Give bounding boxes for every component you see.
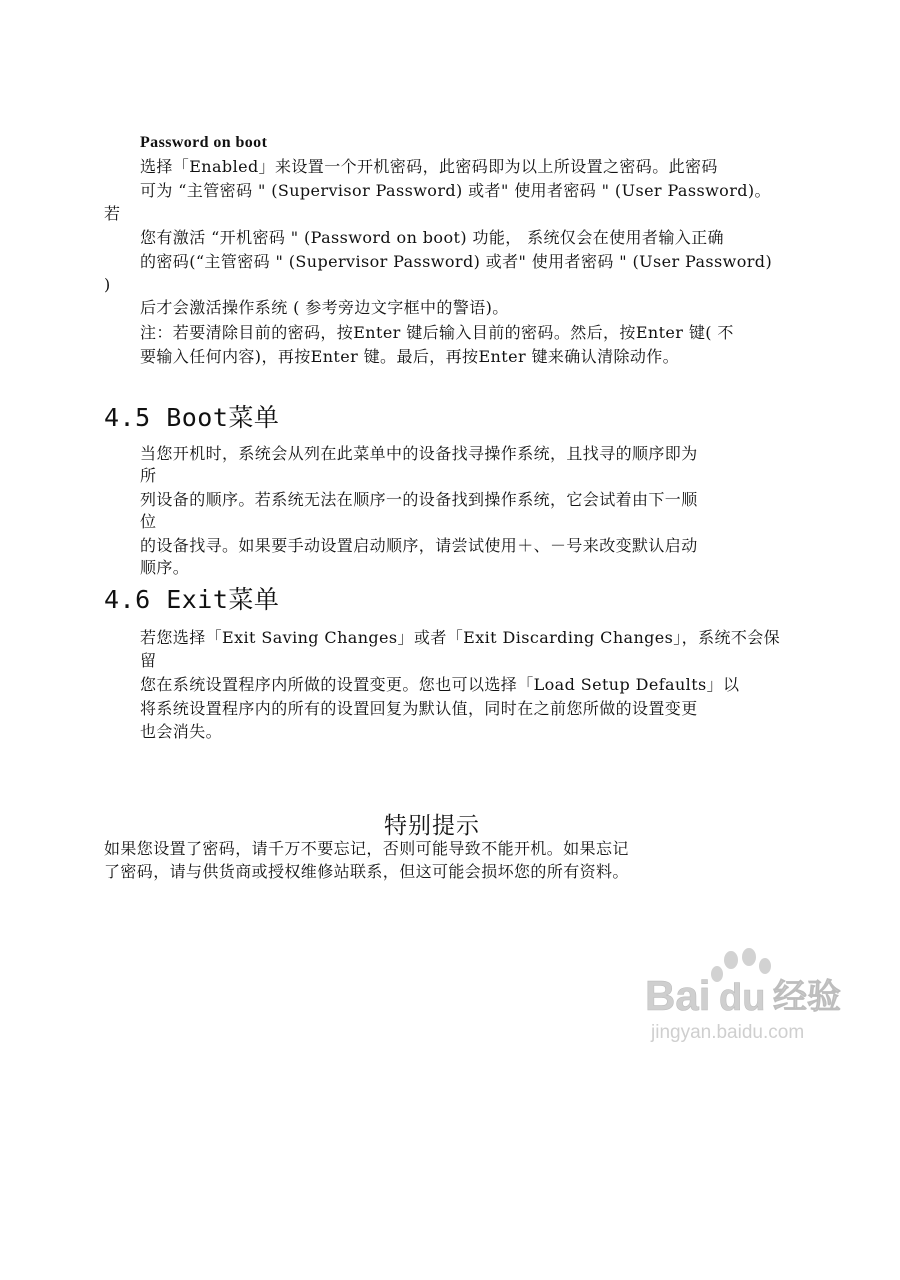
password-line: 您有激活 “开机密码 " (Password on boot) 功能， 系统仅会在使用者输入正确 (140, 228, 724, 247)
boot-section-heading: 4.5 Boot菜单 (104, 403, 280, 432)
exit-line: 也会消失。 (140, 722, 223, 741)
special-note-title: 特别提示 (384, 813, 480, 839)
watermark-brand-b: du (719, 977, 766, 1019)
exit-section-heading: 4.6 Exit菜单 (104, 585, 280, 614)
boot-line: 列设备的顺序。若系统无法在顺序一的设备找到操作系统，它会试着由下一顺 (140, 490, 698, 509)
password-line: 注：若要清除目前的密码，按Enter 键后输入目前的密码。然后，按Enter 键( 不 (140, 323, 734, 342)
special-note-line: 了密码，请与供货商或授权维修站联系，但这可能会损坏您的所有资料。 (104, 862, 629, 881)
password-line: 要输入任何内容)，再按Enter 键。最后，再按Enter 键来确认清除动作。 (140, 347, 680, 366)
boot-line: 所 (140, 466, 157, 485)
password-line: 后才会激活操作系统 ( 参考旁边文字框中的警语)。 (140, 298, 509, 317)
password-line: 的密码(“主管密码 " (Supervisor Password) 或者" 使用者密码 " (User Password) (140, 252, 773, 271)
password-line: ) (104, 275, 111, 294)
boot-line: 顺序。 (140, 558, 190, 577)
boot-line: 的设备找寻。如果要手动设置启动顺序，请尝试使用＋、－号来改变默认启动 (140, 536, 698, 555)
exit-line: 将系统设置程序内的所有的设置回复为默认值，同时在之前您所做的设置变更 (140, 699, 698, 718)
watermark-brand-cn: 经验 (773, 977, 841, 1017)
password-line: 可为 “主管密码 " (Supervisor Password) 或者" 使用者密码 " (User Password)。 (140, 181, 771, 200)
watermark-brand-a: Bai (645, 972, 711, 1019)
password-heading: Password on boot (140, 134, 268, 151)
exit-line: 若您选择「Exit Saving Changes」或者「Exit Discarding Changes」，系统不会保 (140, 628, 781, 647)
boot-line: 当您开机时，系统会从列在此菜单中的设备找寻操作系统，且找寻的顺序即为 (140, 444, 698, 463)
exit-line: 留 (140, 651, 157, 670)
boot-line: 位 (140, 512, 157, 531)
password-line: 若 (104, 204, 121, 223)
exit-line: 您在系统设置程序内所做的设置变更。您也可以选择「Load Setup Defaults」以 (140, 675, 740, 694)
special-note-line: 如果您设置了密码，请千万不要忘记，否则可能导致不能开机。如果忘记 (104, 839, 629, 858)
watermark-url: jingyan.baidu.com (651, 1022, 805, 1043)
baidu-jingyan-watermark (645, 948, 855, 1048)
password-line: 选择「Enabled」来设置一个开机密码，此密码即为以上所设置之密码。此密码 (140, 157, 718, 176)
